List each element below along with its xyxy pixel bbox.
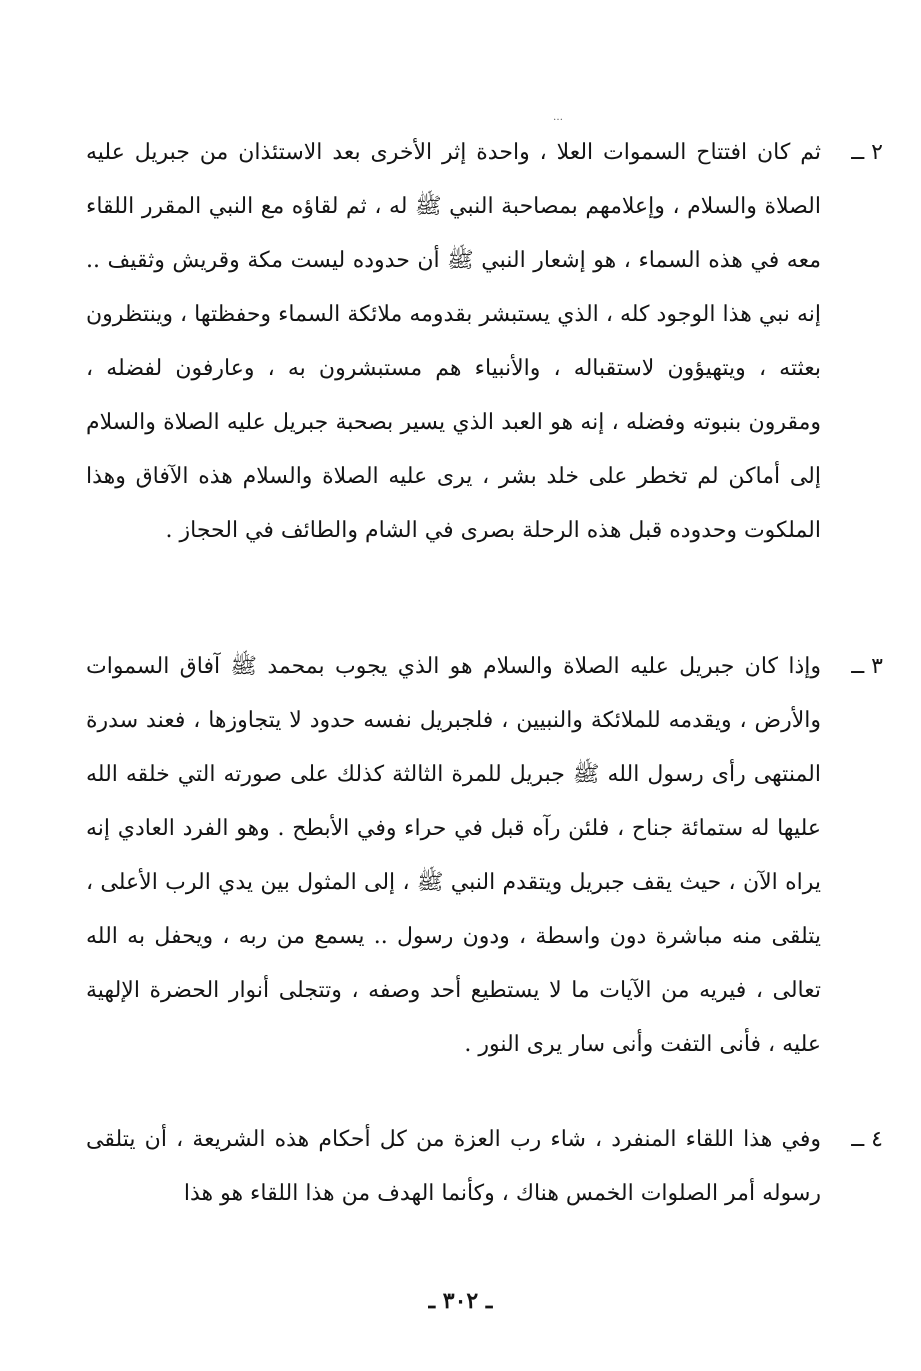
- paragraph-number: ٤ ــ: [851, 1127, 883, 1152]
- numbered-paragraph-4: [86, 1113, 883, 1221]
- paragraph-text: وفي هذا اللقاء المنفرد ، شاء رب العزة من كل أحكام هذه الشريعة ، أن يتلقى رسوله أمر الصلوات الخمس هناك ، وكأنما الهدف من هذا اللقاء هو هذا: [86, 1127, 821, 1206]
- paragraph-number: ٢ ــ: [851, 140, 883, 165]
- paragraph-text: وإذا كان جبريل عليه الصلاة والسلام هو الذي يجوب بمحمد ﷺ آفاق السموات والأرض ، ويقدمه للملائكة والنبيين ، فلجبريل نفسه حدود لا يتجاوزها ، فعند سدرة المنتهى رأى رسول الله ﷺ جبريل للمرة الثالثة كذلك على صورته التي خلقه الله عليها له ستمائة جناح ، فلئن رآه قبل في حراء وفي الأبطح . وهو الفرد العادي إنه يراه الآن ، حيث يقف جبريل ويتقدم النبي ﷺ ، إلى المثول بين يدي الرب الأعلى ، يتلقى منه مباشرة دون واسطة ، ودون رسول .. يسمع من ربه ، ويحفل به الله تعالى ، فيريه من الآيات ما لا يستطيع أحد وصفه ، وتتجلى أنوار الحضرة الإلهية عليه ، فأنى التفت وأنى سار يرى النور .: [86, 654, 821, 1057]
- paragraph-text: ثم كان افتتاح السموات العلا ، واحدة إثر الأخرى بعد الاستئذان من جبريل عليه الصلاة والسلام ، وإعلامهم بمصاحبة النبي ﷺ له ، ثم لقاؤه مع النبي المقرر اللقاء معه في هذه السماء ، هو إشعار النبي ﷺ أن حدوده ليست مكة وقريش وثقيف .. إنه نبي هذا الوجود كله ، الذي يستبشر بقدومه ملائكة السماء وحفظتها ، وينتظرون بعثته ، ويتهيؤون لاستقباله ، والأنبياء هم مستبشرون به ، وعارفون لفضله ، ومقرون بنبوته وفضله ، إنه هو العبد الذي يسير بصحبة جبريل عليه الصلاة والسلام إلى أماكن لم تخطر على خلد بشر ، يرى عليه الصلاة والسلام هذه الآفاق وهذا الملكوت وحدوده قبل هذه الرحلة بصرى في الشام والطائف في الحجاز .: [86, 140, 821, 543]
- numbered-paragraph-3: [86, 640, 883, 1072]
- numbered-paragraph-2: [86, 126, 883, 558]
- page-number: ـ ٣٠٢ ـ: [428, 1288, 493, 1314]
- paragraph-number: ٣ ــ: [851, 654, 883, 679]
- paper-speck: …: [553, 112, 563, 123]
